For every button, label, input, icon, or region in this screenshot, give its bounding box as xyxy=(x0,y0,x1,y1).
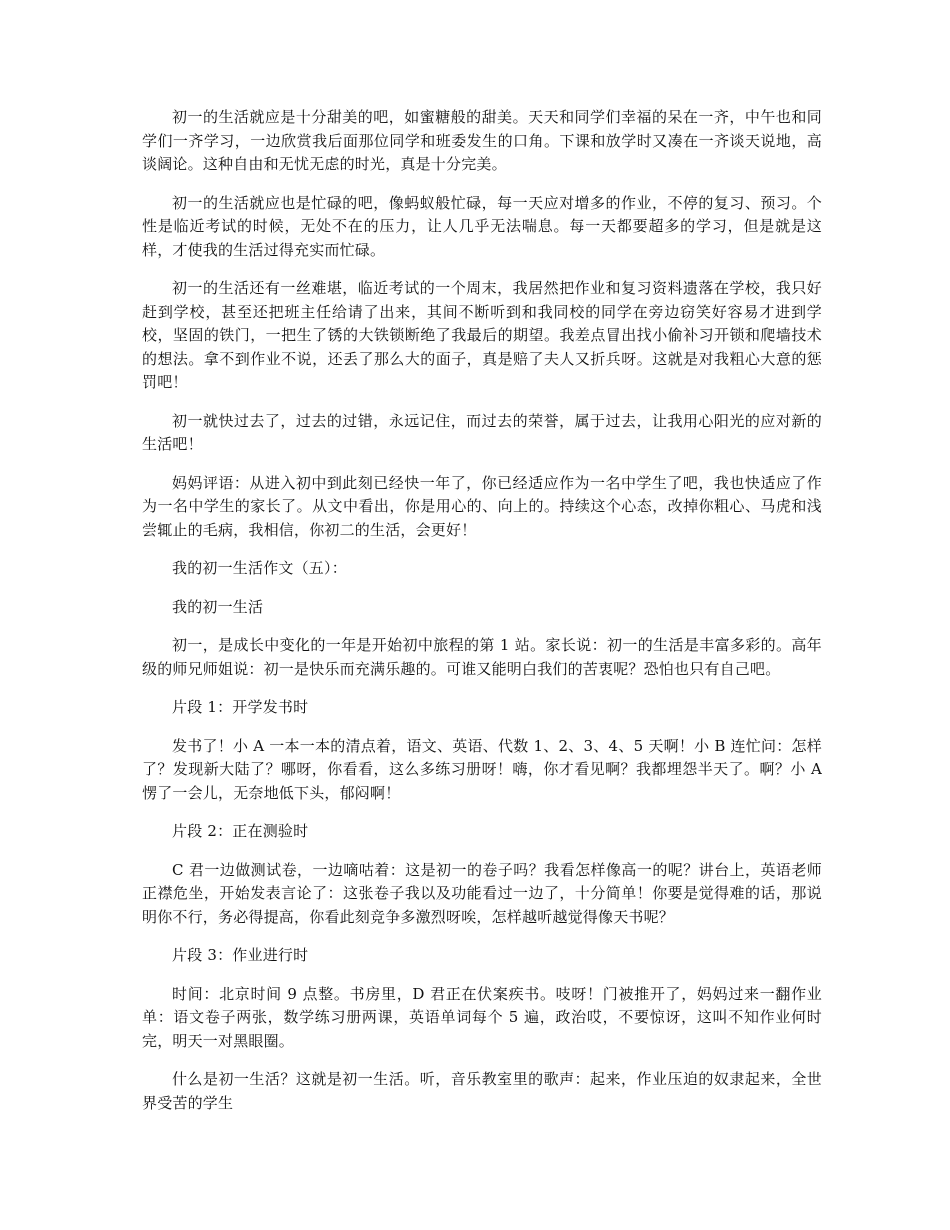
essay-title: 我的初一生活 xyxy=(172,597,264,616)
paragraph: 初一的生活还有一丝难堪，临近考试的一个周末，我居然把作业和复习资料遗落在学校，我只好赶到学校，甚至还把班主任给请了出来，其间不断听到和我同校的同学在旁边窃笑好容易才进到学校，坚固的铁门，一把生了锈的大铁锁断绝了我最后的期望。我差点冒出找小偷补习开锁和爬墙技术的想法。拿不到作业不说，还丢了那么大的面子，真是赔了夫人又折兵呀。这就是对我粗心大意的惩罚吧！ xyxy=(142,279,822,391)
paragraph: 时间：北京时间 9 点整。书房里，D 君正在伏案疾书。吱呀！门被推开了，妈妈过来一翻作业单：语文卷子两张，数学练习册两课，英语单词每个 5 遍，政治哎，不要惊讶，这叫不知作业何时完，明天一对黑眼圈。 xyxy=(142,984,822,1050)
paragraph: C 君一边做测试卷，一边嘀咕着：这是初一的卷子吗？我看怎样像高一的呢？讲台上，英语老师正襟危坐，开始发表言论了：这张卷子我以及功能看过一边了，十分简单！你要是觉得难的话，那说明你不行，务必得提高，你看此刻竞争多激烈呀唉，怎样越听越觉得像天书呢？ xyxy=(142,860,822,926)
document-body xyxy=(142,106,822,1130)
paragraph: 初一就快过去了，过去的过错，永远记住，而过去的荣誉，属于过去，让我用心阳光的应对新的生活吧！ xyxy=(142,411,822,453)
paragraph: 初一的生活就应是十分甜美的吧，如蜜糖般的甜美。天天和同学们幸福的呆在一齐，中午也和同学们一齐学习，一边欣赏我后面那位同学和班委发生的口角。下课和放学时又凑在一齐谈天说地，高谈阔论。这种自由和无忧无虑的时光，真是十分完美。 xyxy=(142,108,822,173)
paragraph: 妈妈评语：从进入初中到此刻已经快一年了，你已经适应作为一名中学生了吧，我也快适应了作为一名中学生的家长了。从文中看出，你是用心的、向上的。持续这个心态，改掉你粗心、马虎和浅尝辄止的毛病，我相信，你初二的生活，会更好！ xyxy=(142,473,822,539)
paragraph: 什么是初一生活？这就是初一生活。听，音乐教室里的歌声：起来，作业压迫的奴隶起来，全世界受苦的学生 xyxy=(142,1070,822,1112)
paragraph: 初一的生活就应也是忙碌的吧，像蚂蚁般忙碌，每一天应对增多的作业，不停的复习、预习。个性是临近考试的时候，无处不在的压力，让人几乎无法喘息。每一天都要超多的学习，但是就是这样，才使我的生活过得充实而忙碌。 xyxy=(142,193,822,259)
fragment-heading: 片段 2：正在测验时 xyxy=(172,822,309,840)
section-heading: 我的初一生活作文（五）： xyxy=(172,559,347,577)
fragment-heading: 片段 3：作业进行时 xyxy=(172,946,309,964)
fragment-heading: 片段 1：开学发书时 xyxy=(172,698,309,716)
paragraph: 发书了！小 A 一本一本的清点着，语文、英语、代数 1、2、3、4、5 天啊！小 B 连忙问：怎样了？发现新大陆了？哪呀，你看看，这么多练习册呀！嗨，你才看见啊？我都埋怨半天了。啊？小 A 愣了一会儿，无奈地低下头，郁闷啊！ xyxy=(142,736,822,802)
paragraph: 初一，是成长中变化的一年是开始初中旅程的第 1 站。家长说：初一的生活是丰富多彩的。高年级的师兄师姐说：初一是快乐而充满乐趣的。可谁又能明白我们的苦衷呢？恐怕也只有自己吧。 xyxy=(142,636,822,678)
